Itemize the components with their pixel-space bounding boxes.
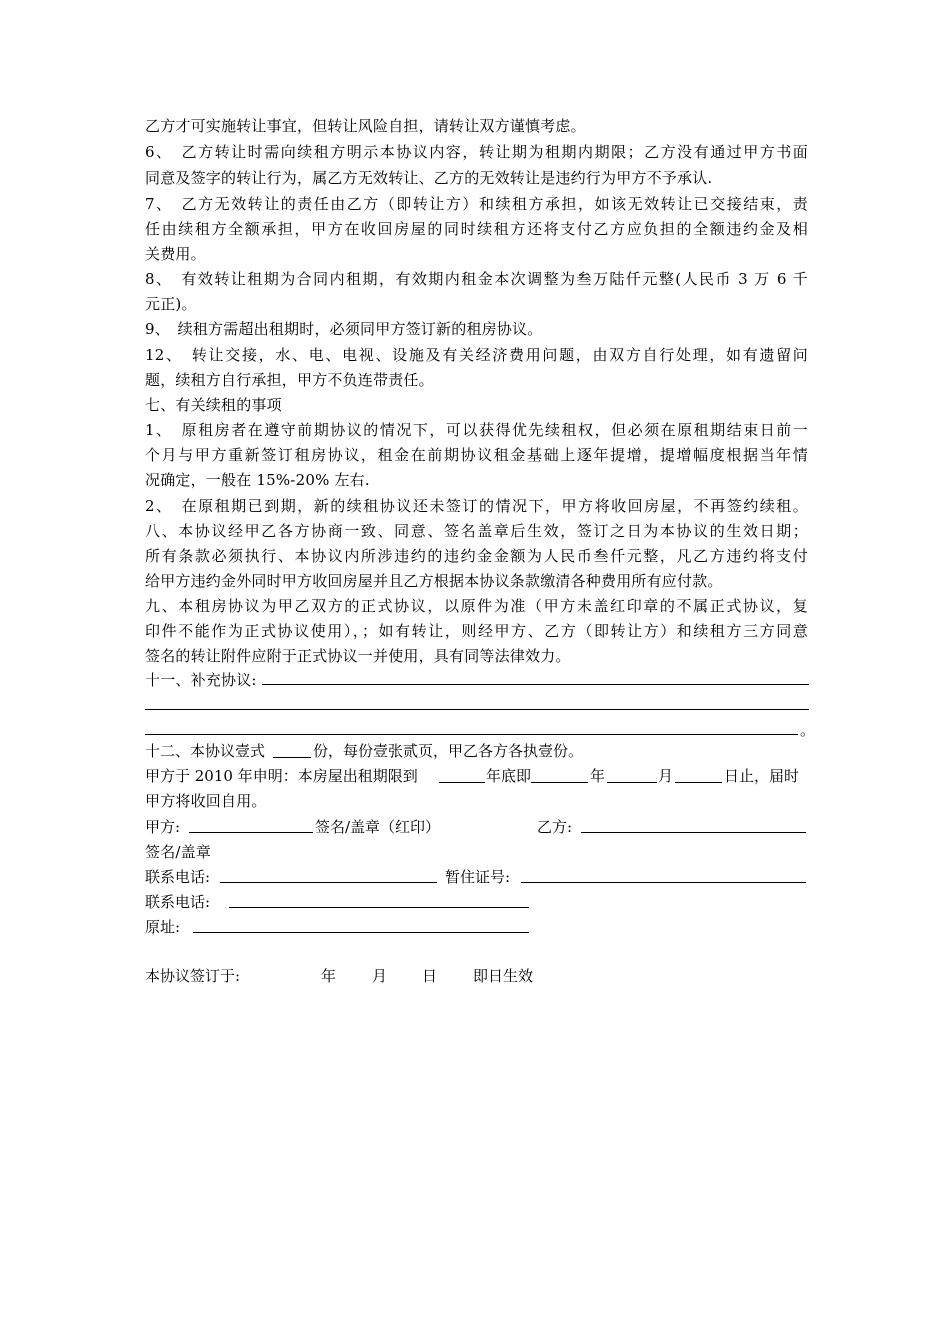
- paragraph-line: 个月与甲方重新签订租房协议，租金在前期协议租金基础上逐年提增，提增幅度根据当年情: [145, 446, 808, 464]
- copies-suffix: 份，每份壹张贰页，甲乙各方各执壹份。: [313, 742, 584, 760]
- party-a-sign-label: 签名/盖章（红印）: [315, 818, 441, 836]
- declaration-text: 日止，届时: [724, 767, 800, 785]
- paragraph-line: 7、 乙方无效转让的责任由乙方（即转让方）和续租方承担，如该无效转让已交接结束，责: [145, 195, 808, 213]
- signing-date-label: 本协议签订于:: [145, 967, 241, 985]
- declaration-year-blank[interactable]: [531, 782, 588, 783]
- paragraph-line: 给甲方违约金外同时甲方收回房屋并且乙方根据本协议条款缴清各种费用所有应付款。: [145, 572, 723, 590]
- copies-count-blank[interactable]: [273, 757, 311, 758]
- declaration-blank[interactable]: [439, 782, 485, 783]
- declaration-text: 甲方于 2010 年申明：本房屋出租期限到: [145, 767, 418, 785]
- declaration-day-blank[interactable]: [675, 782, 722, 783]
- phone-label: 联系电话:: [145, 868, 211, 886]
- supplement-label: 十一、补充协议:: [145, 671, 257, 689]
- declaration-month-blank[interactable]: [607, 782, 657, 783]
- supplement-blank-line[interactable]: [145, 734, 798, 735]
- temp-id-blank[interactable]: [521, 882, 806, 883]
- paragraph-line: 12、 转让交接，水、电、电视、设施及有关经济费用问题，由双方自行处理，如有遗留问: [145, 346, 808, 364]
- paragraph-line: 九、本租房协议为甲乙双方的正式协议，以原件为准（甲方未盖红印章的不属正式协议，复: [145, 597, 808, 615]
- phone-blank[interactable]: [220, 882, 437, 883]
- party-b-blank[interactable]: [581, 832, 806, 833]
- paragraph-line: 乙方才可实施转让事宜，但转让风险自担，请转让双方谨慎考虑。: [145, 117, 586, 135]
- supplement-blank-line[interactable]: [145, 709, 809, 710]
- paragraph-line: 签名的转让附件应附于正式协议一并使用，具有同等法律效力。: [145, 647, 571, 665]
- signing-day: 日: [422, 967, 438, 985]
- paragraph-line: 9、 续租方需超出租期时，必须同甲方签订新的租房协议。: [145, 320, 543, 338]
- effective-text: 即日生效: [473, 967, 534, 985]
- paragraph-line: 同意及签字的转让行为，属乙方无效转让、乙方的无效转让是违约行为甲方不予承认.: [145, 169, 713, 187]
- paragraph-line: 关费用。: [145, 245, 206, 263]
- paragraph-line: 八、本协议经甲乙各方协商一致、同意、签名盖章后生效，签订之日为本协议的生效日期；: [145, 522, 808, 540]
- paragraph-line: 题，续租方自行承担，甲方不负连带责任。: [145, 371, 434, 389]
- address-label: 原址:: [145, 918, 181, 936]
- supplement-blank-line[interactable]: [262, 684, 809, 685]
- party-a-blank[interactable]: [189, 832, 313, 833]
- paragraph-line: 6、 乙方转让时需向续租方明示本协议内容，转让期为租期内期限；乙方没有通过甲方书面: [145, 143, 808, 161]
- party-b-sign-label: 签名/盖章: [145, 843, 212, 861]
- declaration-text: 年底即: [486, 767, 532, 785]
- temp-id-label: 暂住证号:: [445, 868, 511, 886]
- declaration-text: 甲方将收回自用。: [145, 792, 267, 810]
- supplement-end-mark: 。: [800, 721, 816, 739]
- paragraph-line: 印件不能作为正式协议使用），；如有转让，则经甲方、乙方（即转让方）和续租方三方同意: [145, 622, 808, 640]
- paragraph-line: 元正)。: [145, 295, 197, 313]
- address-blank[interactable]: [193, 932, 529, 933]
- section-heading: 七、有关续租的事项: [145, 396, 282, 414]
- signing-month: 月: [372, 967, 388, 985]
- paragraph-line: 所有条款必须执行、本协议内所涉违约的违约金金额为人民币叁仟元整，凡乙方违约将支付: [145, 547, 808, 565]
- paragraph-line: 2、 在原租期已到期，新的续租协议还未签订的情况下，甲方将收回房屋，不再签约续租。: [145, 497, 808, 515]
- paragraph-line: 况确定，一般在 15%-20% 左右.: [145, 471, 370, 489]
- paragraph-line: 1、 原租房者在遵守前期协议的情况下，可以获得优先续租权，但必须在原租期结束日前一: [145, 421, 808, 439]
- party-b-label: 乙方:: [537, 818, 573, 836]
- declaration-text: 月: [658, 767, 674, 785]
- phone-label: 联系电话:: [145, 893, 211, 911]
- copies-prefix: 十二、本协议壹式: [145, 742, 266, 760]
- paragraph-line: 任由续租方全额承担，甲方在收回房屋的同时续租方还将支付乙方应负担的全额违约金及相: [145, 220, 808, 238]
- party-a-label: 甲方:: [145, 818, 181, 836]
- declaration-text: 年: [590, 767, 606, 785]
- signing-year: 年: [321, 967, 337, 985]
- paragraph-line: 8、 有效转让租期为合同内租期，有效期内租金本次调整为叁万陆仟元整(人民币 3 万 6 千: [145, 270, 808, 288]
- phone-blank[interactable]: [229, 907, 529, 908]
